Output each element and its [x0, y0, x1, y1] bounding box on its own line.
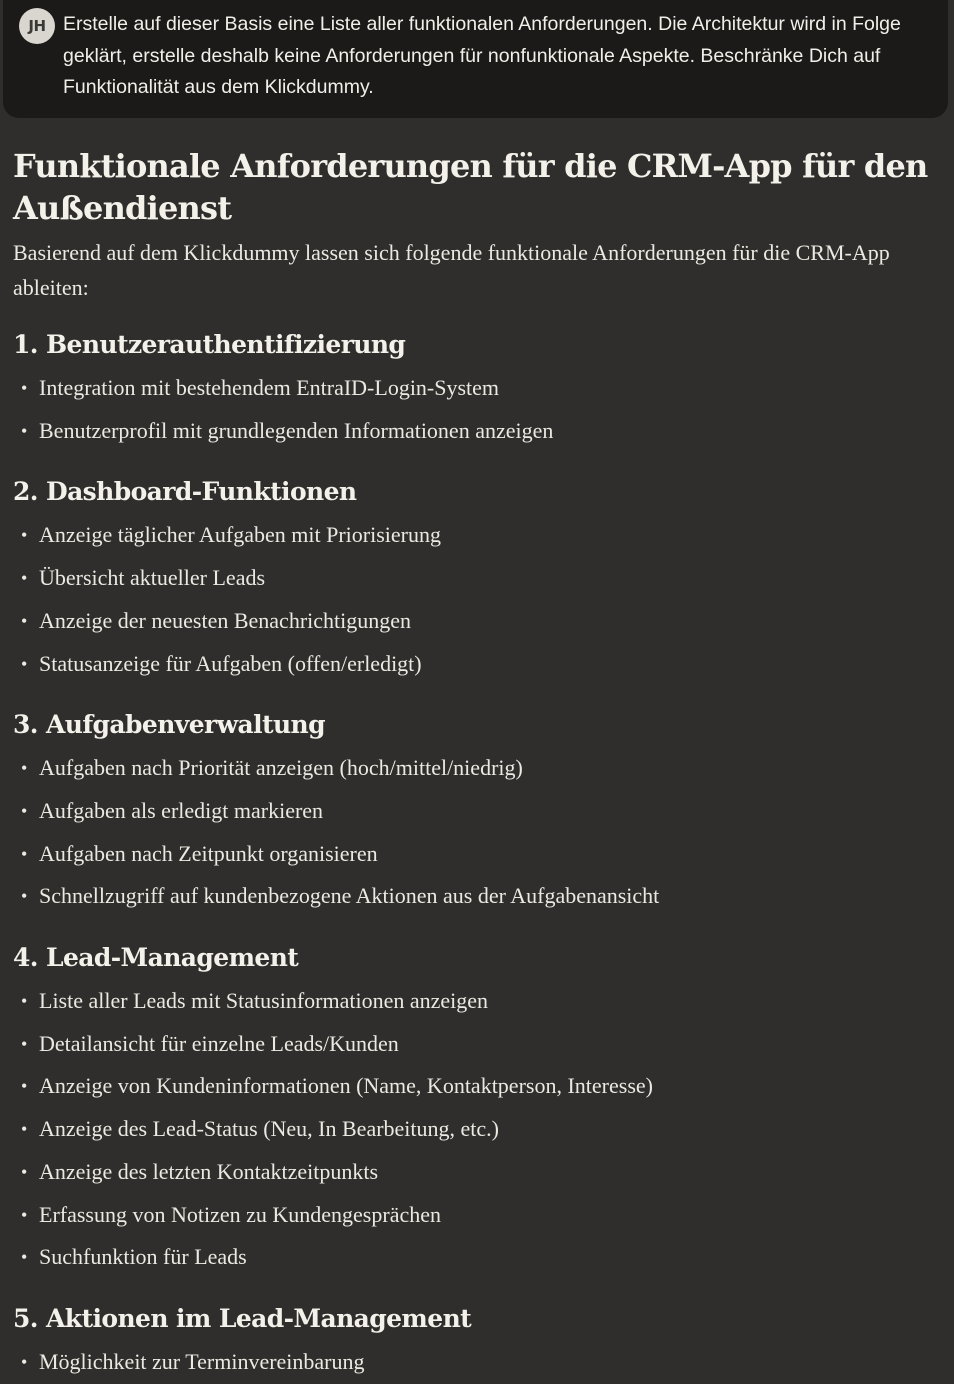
list-item: • Integration mit bestehendem EntraID-Login-System [13, 367, 938, 410]
bullet-icon: • [21, 1161, 28, 1182]
list-item: • Erfassung von Notizen zu Kundengesprächen [13, 1194, 938, 1237]
list-item: • Anzeige der neuesten Benachrichtigungen [13, 600, 938, 643]
user-avatar[interactable]: JH [19, 8, 55, 44]
section-heading: 1. Benutzerauthentifizierung [13, 330, 406, 359]
section-heading: 2. Dashboard-Funktionen [13, 477, 357, 507]
list-item: • Anzeige des letzten Kontaktzeitpunkts [13, 1151, 938, 1194]
list-item: • Aufgaben als erledigt markieren [13, 790, 938, 833]
bullet-icon: • [21, 1076, 28, 1097]
response-intro: Basierend auf dem Klickdummy lassen sich folgende funktionale Anforderungen für die CRM-App ableiten: [13, 240, 890, 300]
section-benutzerauthentifizierung [13, 327, 938, 452]
section-heading: 5. Aktionen im Lead-Management [13, 1303, 472, 1333]
list-item: • Liste aller Leads mit Statusinformationen anzeigen [13, 980, 938, 1023]
user-message-bubble [3, 0, 948, 118]
assistant-response [13, 145, 938, 1384]
bullet-icon: • [21, 843, 28, 864]
bullet-icon: • [21, 378, 28, 398]
section-aufgabenverwaltung [13, 707, 938, 918]
bullet-icon: • [21, 420, 28, 441]
bullet-icon: • [21, 1033, 28, 1054]
section-lead-management [13, 940, 938, 1279]
bullet-icon: • [21, 800, 28, 821]
bullet-icon: • [21, 1351, 28, 1372]
bullet-icon: • [21, 1119, 28, 1140]
list-item: • Suchfunktion für Leads [13, 1236, 938, 1279]
section-heading: 3. Aufgabenverwaltung [13, 710, 325, 740]
bullet-icon: • [21, 1204, 28, 1225]
bullet-icon: • [21, 886, 28, 907]
bullet-icon: • [21, 568, 28, 589]
bullet-icon: • [21, 525, 28, 546]
list-item: • Benutzerprofil mit grundlegenden Informationen anzeigen [13, 410, 938, 453]
section-dashboard-funktionen [13, 474, 938, 685]
bullet-icon: • [21, 991, 28, 1012]
list-item: • Aufgaben nach Priorität anzeigen (hoch/mittel/niedrig) [13, 747, 938, 790]
list-item: • Möglichkeit zur Terminvereinbarung [13, 1341, 938, 1384]
bullet-icon: • [21, 653, 28, 674]
list-item: • Anzeige des Lead-Status (Neu, In Bearbeitung, etc.) [13, 1108, 938, 1151]
user-message-text: Erstelle auf dieser Basis eine Liste aller funktionalen Anforderungen. Die Architektur wird in Folge geklärt, erstelle deshalb keine Anforderungen für nonfunktionale Aspekte. Beschränke Dich auf Funktionalität aus dem Klickdummy. [63, 13, 901, 98]
response-title: Funktionale Anforderungen für die CRM-App für den Außendienst [13, 147, 928, 227]
list-item: • Anzeige von Kundeninformationen (Name, Kontaktperson, Interesse) [13, 1065, 938, 1108]
list-item: • Aufgaben nach Zeitpunkt organisieren [13, 833, 938, 876]
list-item: • Statusanzeige für Aufgaben (offen/erledigt) [13, 643, 938, 686]
list-item: • Detailansicht für einzelne Leads/Kunden [13, 1023, 938, 1066]
bullet-icon: • [21, 1247, 28, 1268]
list-item: • Anzeige täglicher Aufgaben mit Priorisierung [13, 514, 938, 557]
bullet-icon: • [21, 610, 28, 631]
section-aktionen-lead-management [13, 1301, 938, 1384]
list-item: • Schnellzugriff auf kundenbezogene Aktionen aus der Aufgabenansicht [13, 875, 938, 918]
section-heading: 4. Lead-Management [13, 943, 299, 973]
bullet-icon: • [21, 758, 28, 779]
list-item: • Übersicht aktueller Leads [13, 557, 938, 600]
